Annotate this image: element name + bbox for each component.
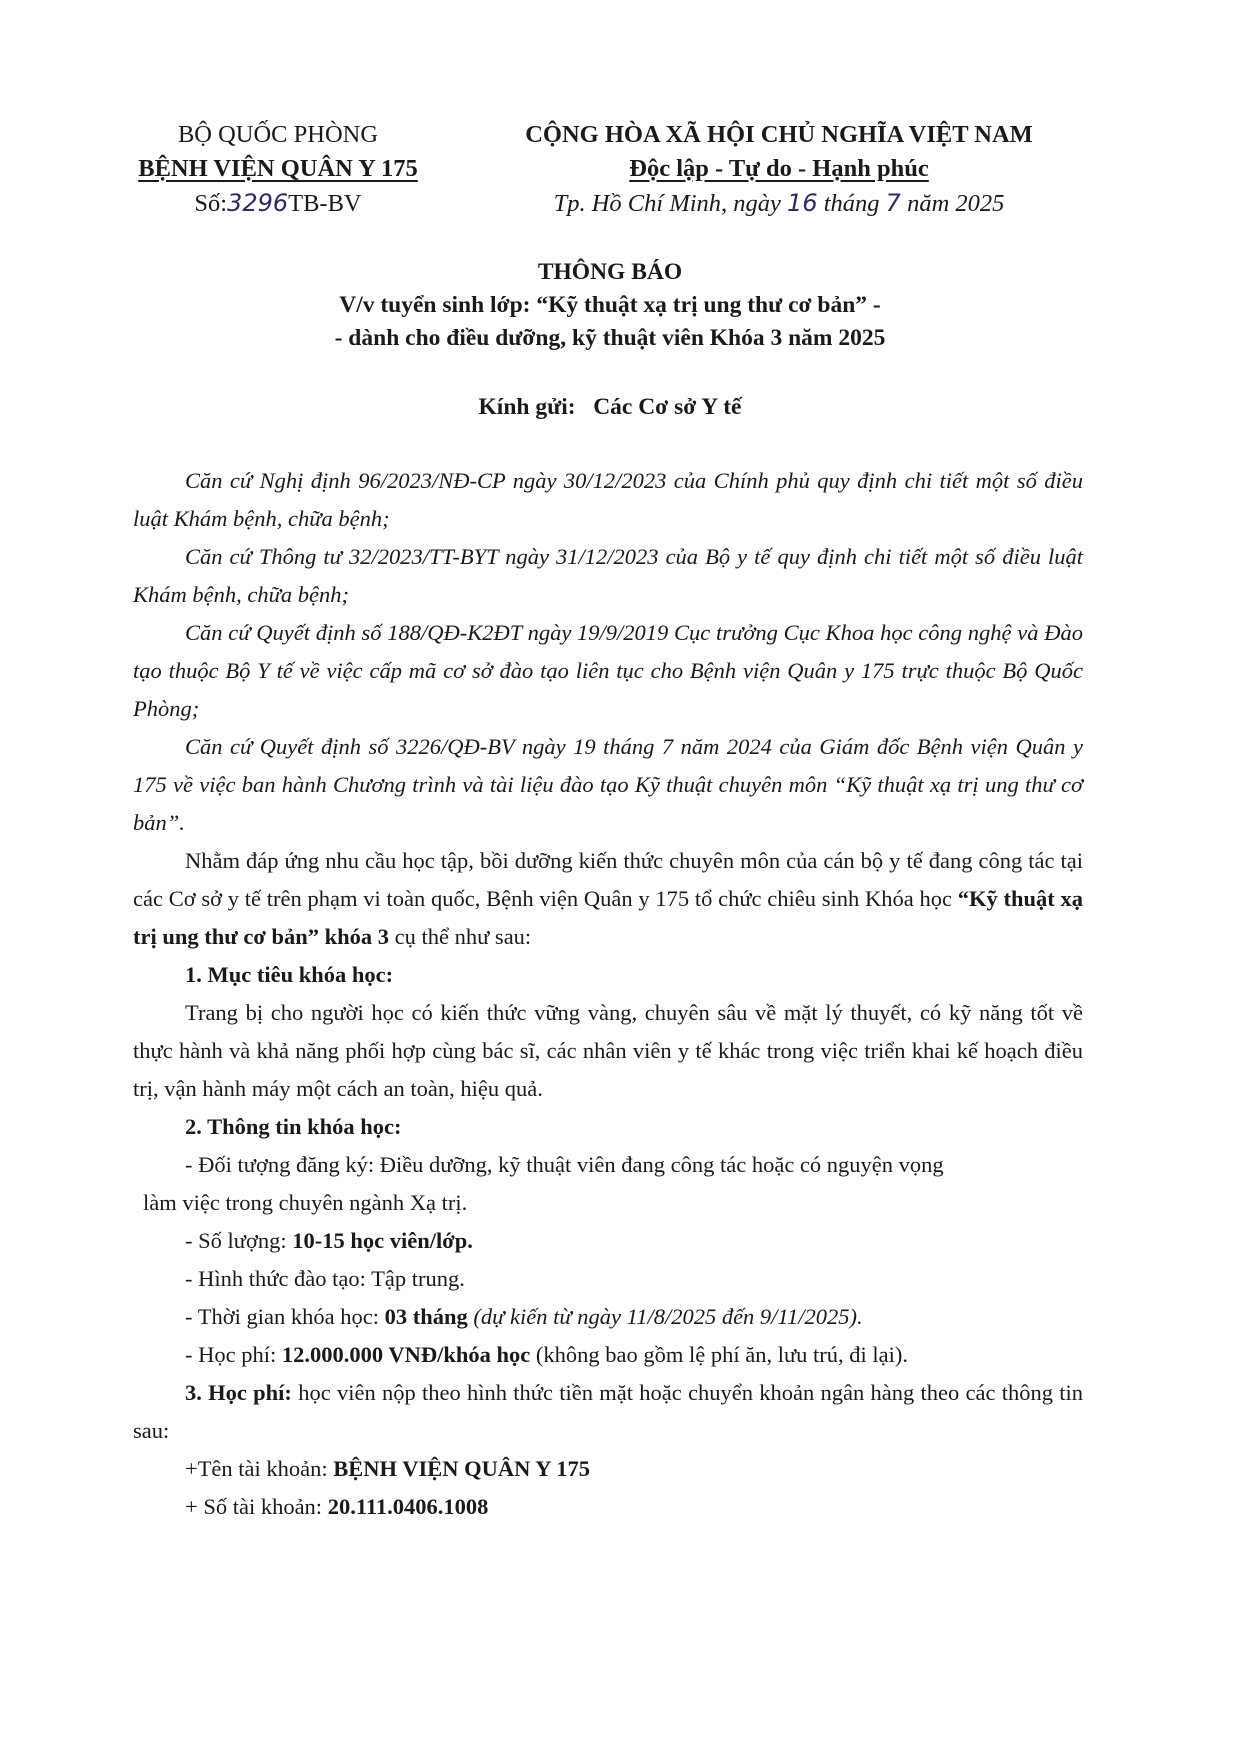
section3-paragraph: 3. Học phí: học viên nộp theo hình thức tiền mặt hoặc chuyển khoản ngân hàng theo các thông tin sau: [133,1380,1084,1443]
document-number: Số:3296TB-BV [194,189,362,217]
addressee: Kính gửi: Các Cơ sở Y tế [478,394,742,420]
quantity-line: - Số lượng: 10-15 học viên/lớp. [185,1228,473,1253]
target-line1: - Đối tượng đăng ký: Điều dưỡng, kỹ thuật viên đang công tác hoặc có nguyện vọng [185,1152,944,1177]
account-number-line: + Số tài khoản: 20.111.0406.1008 [185,1494,489,1519]
fee-line: - Học phí: 12.000.000 VNĐ/khóa học (không bao gồm lệ phí ăn, lưu trú, đi lại). [185,1342,908,1367]
notice-subject-line1: V/v tuyển sinh lớp: “Kỹ thuật xạ trị ung thư cơ bản” - [339,292,881,318]
handwritten-day: 16 [787,189,818,217]
handwritten-month: 7 [885,189,901,217]
ministry-name: BỘ QUỐC PHÒNG [177,121,379,148]
legal-basis-4: Căn cứ Quyết định số 3226/QĐ-BV ngày 19 tháng 7 năm 2024 của Giám đốc Bệnh viện Quân y 175 về việc ban hành Chương trình và tài liệu đào tạo Kỹ thuật chuyên môn “Kỹ thuật xạ trị ung thư cơ bản”. [133,734,1083,835]
notice-title-block [120,256,1100,355]
handwritten-number: 3296 [227,189,289,217]
format-line: - Hình thức đào tạo: Tập trung. [185,1266,465,1291]
notice-title: THÔNG BÁO [537,259,683,285]
section1-heading: 1. Mục tiêu khóa học: [185,962,394,987]
notice-subject-line2: - dành cho điều dưỡng, kỹ thuật viên Khóa 3 năm 2025 [334,325,886,351]
legal-basis-1: Căn cứ Nghị định 96/2023/NĐ-CP ngày 30/12/2023 của Chính phủ quy định chi tiết một số điều luật Khám bệnh, chữa bệnh; [133,468,1083,531]
issuer-block [120,118,436,221]
duration-line: - Thời gian khóa học: 03 tháng (dự kiến từ ngày 11/8/2025 đến 9/11/2025). [185,1304,863,1329]
intro-paragraph: Nhằm đáp ứng nhu cầu học tập, bồi dưỡng kiến thức chuyên môn của cán bộ y tế đang công tác tại các Cơ sở y tế trên phạm vi toàn quốc, Bệnh viện Quân y 175 tổ chức chiêu sinh Khóa học “Kỹ thuật xạ trị ung thư cơ bản” khóa 3 cụ thể như sau: [133,848,1084,949]
document-body [133,462,1083,1526]
legal-basis-2: Căn cứ Thông tư 32/2023/TT-BYT ngày 31/12/2023 của Bộ y tế quy định chi tiết một số điều luật Khám bệnh, chữa bệnh; [133,544,1083,607]
section2-heading: 2. Thông tin khóa học: [185,1114,402,1139]
account-name-line: +Tên tài khoản: BỆNH VIỆN QUÂN Y 175 [185,1456,590,1481]
hospital-name: BỆNH VIỆN QUÂN Y 175 [138,155,418,182]
place-date: Tp. Hồ Chí Minh, ngày 16 tháng 7 năm 2025 [553,189,1005,217]
target-line2: làm việc trong chuyên ngành Xạ trị. [143,1190,468,1215]
motto: Độc lập - Tự do - Hạnh phúc [629,155,929,182]
legal-basis-3: Căn cứ Quyết định số 188/QĐ-K2ĐT ngày 19/9/2019 Cục trưởng Cục Khoa học công nghệ và Đào tạo thuộc Bộ Y tế về việc cấp mã cơ sở đào tạo liên tục cho Bệnh viện Quân y 175 trực thuộc Bộ Quốc Phòng; [133,620,1083,721]
country-name: CỘNG HÒA XÃ HỘI CHỦ NGHĨA VIỆT NAM [525,121,1033,148]
national-header [470,118,1088,221]
section1-text: Trang bị cho người học có kiến thức vững vàng, chuyên sâu về mặt lý thuyết, có kỹ năng tốt về thực hành và khả năng phối hợp cùng bác sĩ, các nhân viên y tế khác trong việc triển khai kế hoạch điều trị, vận hành máy một cách an toàn, hiệu quả. [133,1000,1083,1101]
